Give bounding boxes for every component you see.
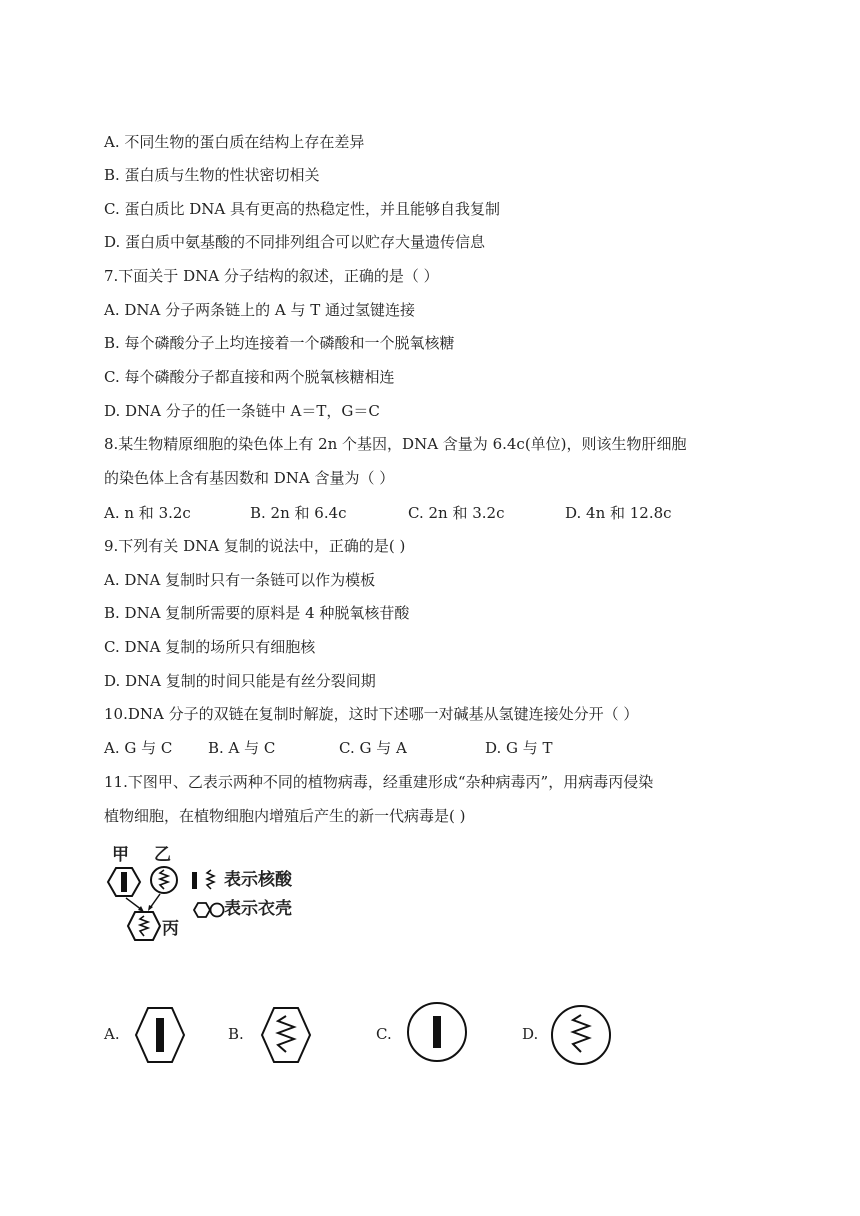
answer-label-a: A. [104, 1025, 120, 1043]
q6-option-d: D. 蛋白质中氨基酸的不同排列组合可以贮存大量遗传信息 [104, 233, 486, 251]
q7-option-d: D. DNA 分子的任一条链中 A＝T，G＝C [104, 402, 380, 420]
q8-stem-2: 的染色体上含有基因数和 DNA 含量为（ ） [104, 469, 395, 487]
label-yi: 乙 [154, 845, 171, 865]
q10-stem: 10.DNA 分子的双链在复制时解旋，这时下述哪一对碱基从氢键连接处分开（ ） [104, 705, 639, 723]
q8-option-b: B. 2n 和 6.4c [250, 504, 347, 522]
q8-option-c: C. 2n 和 3.2c [408, 504, 505, 522]
q6-option-a: A. 不同生物的蛋白质在结构上存在差异 [104, 133, 365, 151]
legend-capsid-symbols [194, 903, 224, 917]
answer-label-c: C. [376, 1025, 392, 1043]
q10-option-d: D. G 与 T [485, 739, 553, 757]
q9-option-b: B. DNA 复制所需要的原料是 4 种脱氧核苷酸 [104, 604, 410, 622]
q7-option-a: A. DNA 分子两条链上的 A 与 T 通过氢键连接 [104, 301, 416, 319]
virus-bing-icon [128, 912, 160, 940]
q8-option-d: D. 4n 和 12.8c [565, 504, 672, 522]
answer-label-b: B. [228, 1025, 244, 1043]
q7-stem: 7.下面关于 DNA 分子结构的叙述，正确的是（ ） [104, 267, 439, 285]
q9-option-d: D. DNA 复制的时间只能是有丝分裂间期 [104, 672, 376, 690]
q11-stem-1: 11.下图甲、乙表示两种不同的植物病毒，经重建形成“杂种病毒丙”，用病毒丙侵染 [104, 773, 654, 791]
virus-jia-icon [108, 868, 140, 896]
answer-b-virus-icon [256, 1002, 316, 1068]
answer-a-virus-icon [130, 1002, 190, 1068]
legend-nucleic-text: 表示核酸 [224, 870, 292, 890]
q7-option-b: B. 每个磷酸分子上均连接着一个磷酸和一个脱氧核糖 [104, 334, 455, 352]
q8-stem-1: 8.某生物精原细胞的染色体上有 2n 个基因，DNA 含量为 6.4c(单位)，则该生物肝细胞 [104, 435, 687, 453]
legend-nucleic-symbols [192, 870, 214, 889]
virus-yi-icon [151, 867, 177, 893]
q9-option-a: A. DNA 复制时只有一条链可以作为模板 [104, 571, 376, 589]
q9-option-c: C. DNA 复制的场所只有细胞核 [104, 638, 316, 656]
answer-label-d: D. [522, 1025, 539, 1043]
answer-c-virus-icon [404, 999, 470, 1065]
q11-stem-2: 植物细胞，在植物细胞内增殖后产生的新一代病毒是( ) [104, 807, 466, 825]
answer-d-virus-icon [548, 1002, 614, 1068]
legend-capsid-text: 表示衣壳 [224, 899, 292, 919]
q7-option-c: C. 每个磷酸分子都直接和两个脱氧核糖相连 [104, 368, 395, 386]
q10-option-b: B. A 与 C [208, 739, 276, 757]
q10-option-a: A. G 与 C [104, 739, 173, 757]
virus-reconstruction-diagram [100, 840, 340, 950]
q6-option-b: B. 蛋白质与生物的性状密切相关 [104, 166, 320, 184]
label-jia: 甲 [112, 845, 129, 865]
q9-stem: 9.下列有关 DNA 复制的说法中，正确的是( ) [104, 537, 406, 555]
q8-option-a: A. n 和 3.2c [104, 504, 191, 522]
q6-option-c: C. 蛋白质比 DNA 具有更高的热稳定性，并且能够自我复制 [104, 200, 501, 218]
label-bing: 丙 [162, 919, 179, 939]
q10-option-c: C. G 与 A [339, 739, 407, 757]
